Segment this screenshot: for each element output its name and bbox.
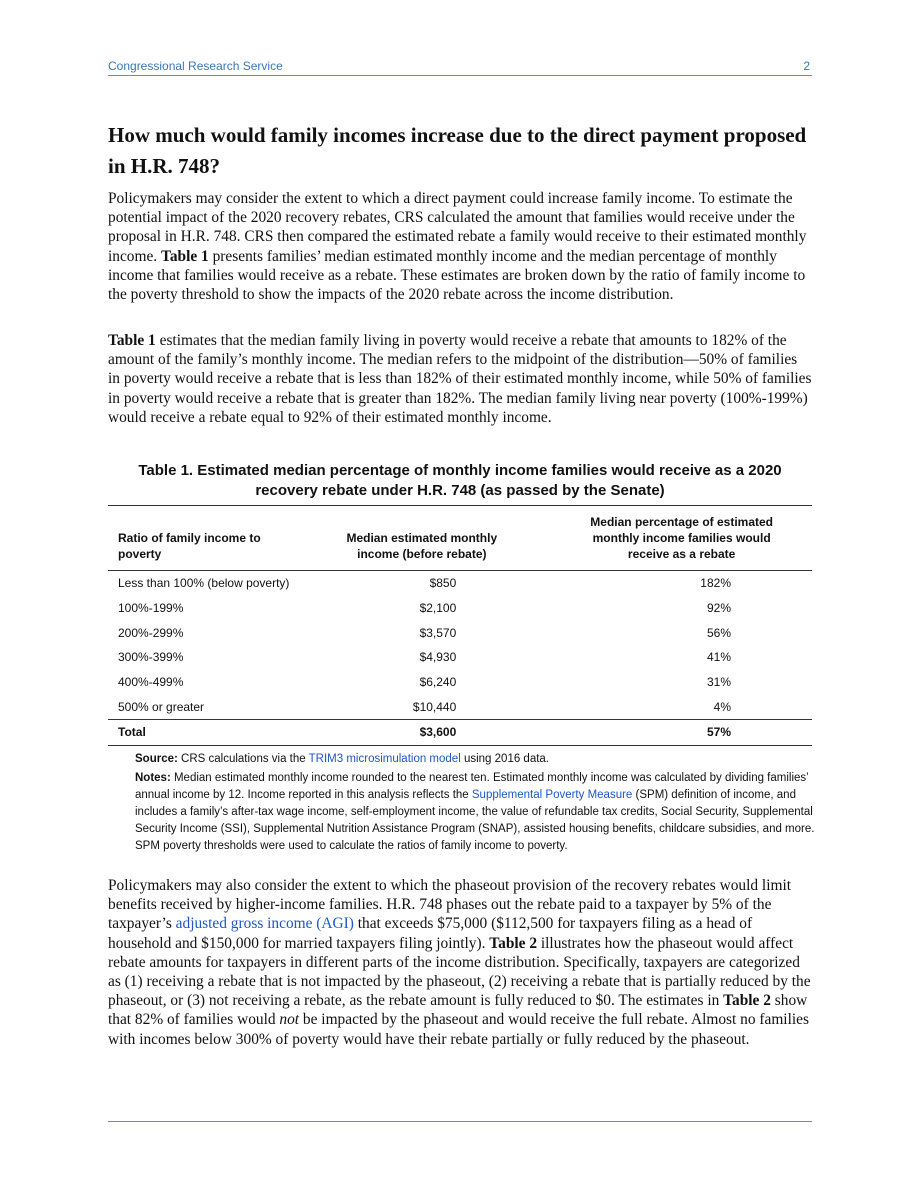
table1-ref: Table 1 — [108, 332, 156, 349]
trim3-link[interactable]: TRIM3 microsimulation model — [308, 753, 461, 765]
cell-ratio: 100%-199% — [118, 601, 184, 616]
column-header-income — [292, 506, 551, 571]
cell-income: $850 — [429, 576, 457, 591]
table-row — [108, 620, 812, 645]
cell-ratio: Less than 100% (below poverty) — [118, 576, 290, 591]
table-row — [108, 596, 812, 621]
p3-text-a: Policymakers may also consider the extent to which the phaseout provision of the recovery rebates would limit benefits received by higher-income families. H.R. 748 phases out the rebate paid to a taxpayer by 5% of the taxpayer’s — [108, 877, 791, 933]
emphasis-not: not — [279, 1011, 300, 1029]
table2-ref: Table 2 — [723, 992, 771, 1010]
table-row — [108, 694, 812, 719]
header-source: Congressional Research Service — [108, 59, 283, 73]
running-header — [108, 57, 812, 76]
notes-label: Notes: — [135, 772, 171, 784]
cell-percentage: 182% — [700, 576, 731, 591]
cell-ratio: 300%-399% — [118, 650, 184, 665]
notes-text-b: (SPM) definition of income, and includes a family’s after-tax wage income, self-employment income, the value of refundable tax credits, Social Security, Supplemental Security Income (SSI), Supplemental Nutrition Assistance Program (SNAP), assisted housing benefits, childcare subsidies, and more. SPM poverty thresholds were used to calculate the ratios of family income to poverty. — [135, 789, 815, 852]
page-number: 2 — [803, 59, 810, 73]
column-header-income-text: Median estimated monthly income (before rebate) — [346, 531, 498, 561]
agi-link[interactable]: adjusted gross income (AGI) — [175, 915, 354, 933]
table-total-row — [108, 720, 812, 746]
cell-income: $6,240 — [419, 675, 457, 690]
p3-text-c: illustrates how the phaseout would affect rebate amounts for taxpayers in different parts of the income distribution. Specifically, taxpayers are categorized as (1) receiving a rebate that is not impacted by the phaseout, (2) receiving a rebate that is partially reduced by the phaseout, or (3) not receiving a rebate, as the rebate amount is fully reduced to $0. The estimates in — [108, 934, 811, 1010]
table-header-row — [108, 506, 812, 571]
source-label: Source: — [135, 753, 178, 765]
cell-total-income: $3,600 — [419, 725, 457, 740]
column-header-percentage — [551, 506, 812, 571]
p3-text-d: show that 82% of families would — [108, 992, 808, 1029]
table2-ref: Table 2 — [489, 934, 538, 952]
paragraph-table1-summary — [108, 331, 812, 427]
table-row — [108, 670, 812, 695]
income-rebate-table — [108, 505, 812, 746]
cell-income: $3,570 — [419, 625, 457, 640]
source-text-a: CRS calculations via the — [177, 753, 309, 765]
cell-total-label: Total — [118, 725, 146, 740]
table-row — [108, 571, 812, 596]
p1-text-a: Policymakers may consider the extent to which a direct payment could increase family income. To estimate the potential impact of the 2020 recovery rebates, CRS calculated the amount that families would receive under the proposal in H.R. 748. CRS then compared the estimated rebate a family would receive to their estimated monthly income. — [108, 190, 807, 265]
cell-ratio: 400%-499% — [118, 675, 184, 690]
table-source — [135, 751, 815, 768]
source-text-b: using 2016 data. — [460, 753, 550, 765]
cell-income: $10,440 — [412, 699, 457, 714]
cell-percentage: 41% — [706, 650, 731, 665]
footer-rule — [108, 1121, 812, 1122]
cell-ratio: 500% or greater — [118, 699, 205, 714]
p2-text: estimates that the median family living in poverty would receive a rebate that amounts to 182% of the amount of the family’s monthly income. The median refers to the midpoint of the distribution—50% of families in poverty would receive a rebate that is less than 182% of their estimated monthly income, while 50% of families in poverty would receive a rebate that is greater than 182%. The median family living near poverty (100%-199%) would receive a rebate equal to 92% of their estimated monthly income. — [108, 332, 812, 426]
column-header-ratio: Ratio of family income to poverty — [118, 531, 261, 561]
p3-text-b: that exceeds $75,000 ($112,500 for taxpayers filing as a head of household and $150,000 for married taxpayers filing jointly). — [108, 915, 753, 952]
cell-income: $4,930 — [419, 650, 457, 665]
paragraph-phaseout — [108, 876, 812, 1049]
notes-text-a: Median estimated monthly income rounded to the nearest ten. Estimated monthly income was calculated by dividing families’ annual income by 12. Income reported in this analysis reflects the — [135, 772, 809, 801]
p3-text-e: be impacted by the phaseout and would receive the full rebate. Almost no families with incomes below 300% of poverty would have their rebate partially or fully reduced by the phaseout. — [108, 1011, 809, 1048]
cell-percentage: 4% — [713, 699, 731, 714]
table-title: Table 1. Estimated median percentage of monthly income families would receive as a 2020 recovery rebate under H.R. 748 (as passed by the Senate) — [138, 462, 782, 499]
cell-ratio: 200%-299% — [118, 625, 184, 640]
table-notes — [135, 770, 815, 855]
cell-percentage: 56% — [706, 625, 731, 640]
cell-income: $2,100 — [419, 601, 457, 616]
table1-ref: Table 1 — [161, 247, 209, 265]
column-header-percentage-text: Median percentage of estimated monthly income families would receive as a rebate — [590, 515, 773, 561]
cell-total-percentage: 57% — [706, 725, 731, 740]
cell-percentage: 31% — [706, 675, 731, 690]
cell-percentage: 92% — [706, 601, 731, 616]
paragraph-intro — [108, 189, 812, 304]
spm-link[interactable]: Supplemental Poverty Measure — [471, 789, 633, 801]
section-heading: How much would family incomes increase due to the direct payment proposed in H.R. 748? — [108, 123, 807, 178]
table-row — [108, 645, 812, 670]
p1-text-b: presents families’ median estimated monthly income and the median percentage of monthly income that families would receive as a rebate. These estimates are broken down by the ratio of family income to the poverty threshold to show the impacts of the 2020 rebate across the income distribution. — [108, 247, 806, 304]
